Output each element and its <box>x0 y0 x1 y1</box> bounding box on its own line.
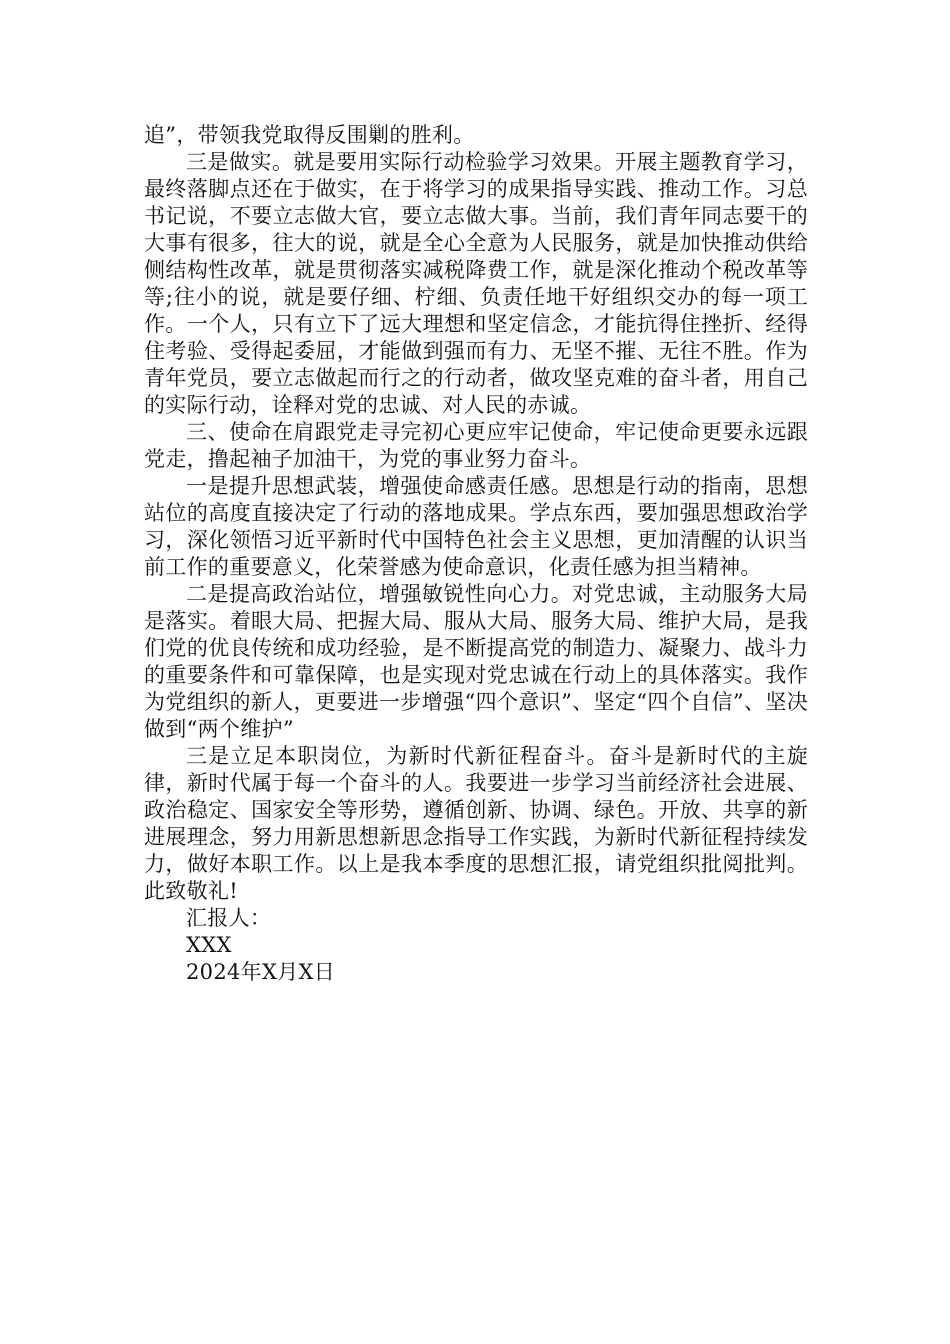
paragraph-own-post: 三是立足本职岗位，为新时代新征程奋斗。奋斗是新时代的主旋律，新时代属于每一个奋斗的人。我要进一步学习当前经济社会进展、政治稳定、国家安全等形势，遵循创新、协调、绿色。开放、共享的新进展理念，努力用新思想新思念指导工作实践，为新时代新征程持续发力，做好本职工作。以上是我本季度的思想汇报，请党组织批阅批判。此致敬礼! <box>144 744 808 903</box>
signature-date: 2024年X月X日 <box>186 960 336 984</box>
signature-name: XXX <box>186 933 232 957</box>
paragraph-political-stance: 二是提高政治站位，增强敏锐性向心力。对党忠诚，主动服务大局是落实。着眼大局、把握大局、服从大局、服务大局、维护大局，是我们党的优良传统和成功经验，是不断提高党的制造力、凝聚力、战斗力的重要条件和可靠保障，也是实现对党忠诚在行动上的具体落实。我作为党组织的新人，更要进一步增强“四个意识”、坚定“四个自信”、坚决做到“两个维护” <box>144 582 808 741</box>
paragraph-thought-arming: 一是提升思想武装，增强使命感责任感。思想是行动的指南，思想站位的高度直接决定了行动的落地成果。学点东西，要加强思想政治学习，深化领悟习近平新时代中国特色社会主义思想，更加清醒的认识当前工作的重要意义，化荣誉感为使命意识，化责任感为担当精神。 <box>144 474 808 579</box>
paragraph-doing-practical: 三是做实。就是要用实际行动检验学习效果。开展主题教育学习，最终落脚点还在于做实，在于将学习的成果指导实践、推动工作。习总书记说，不要立志做大官，要立志做大事。当前，我们青年同志要干的大事有很多，往大的说，就是全心全意为人民服务，就是加快推动供给侧结构性改革，就是贯彻落实减税降费工作，就是深化推动个税改革等等;往小的说，就是要仔细、柠细、负责任地干好组织交办的每一项工作。一个人，只有立下了远大理想和坚定信念，才能抗得住挫折、经得住考验、受得起委屈，才能做到强而有力、无坚不摧、无往不胜。作为青年党员，要立志做起而行之的行动者，做攻坚克难的奋斗者，用自己的实际行动，诠释对党的忠诚、对人民的赤诚。 <box>144 150 808 417</box>
opening-line: 追”，带领我党取得反围剿的胜利。 <box>144 123 475 147</box>
section-heading-mission: 三、使命在肩跟党走寻完初心更应牢记使命，牢记使命更要永远跟党走，撸起袖子加油干，为党的事业努力奋斗。 <box>144 420 808 471</box>
document-body <box>144 122 808 986</box>
signature-label: 汇报人： <box>186 906 272 930</box>
